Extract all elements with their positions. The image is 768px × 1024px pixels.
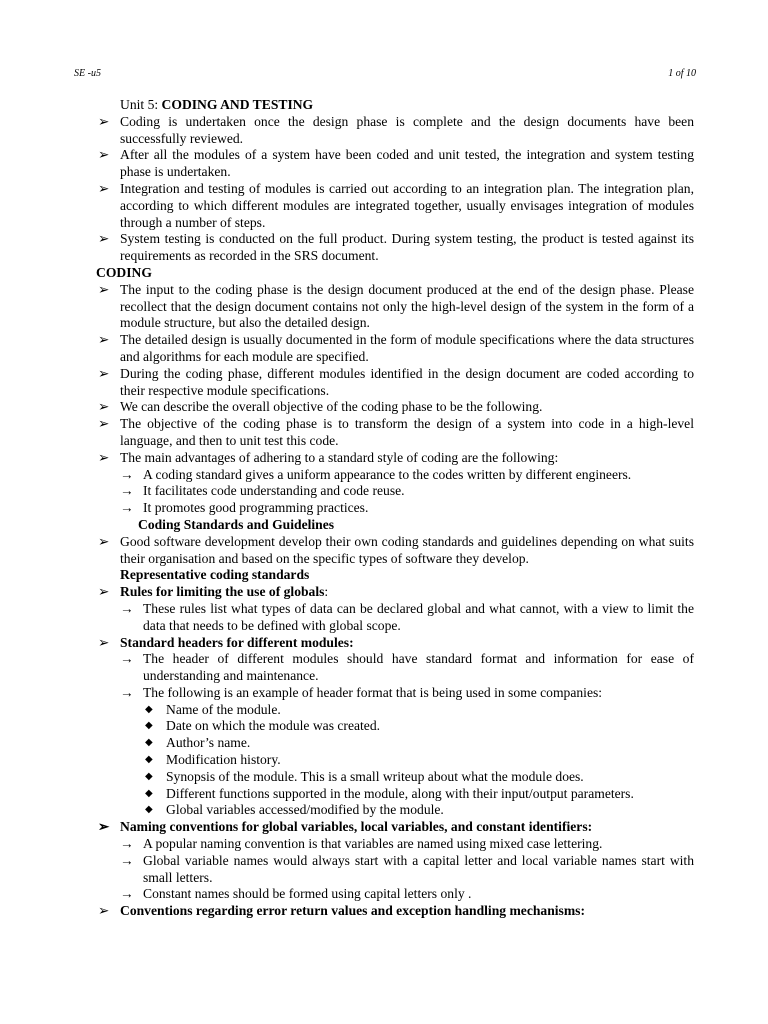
header-field-item: ◆ Different functions supported in the module, along with their input/output parameters. [145,785,634,801]
page-number: 1 of 10 [668,68,696,79]
diamond-bullet-icon: ◆ [145,804,153,816]
bullet-heading-error-conventions: ➢ Conventions regarding error return values and exception handling mechanisms: [98,903,585,919]
arrowhead-bullet-icon: ➢ [98,147,110,163]
arrowhead-bullet-icon: ➢ [98,399,110,415]
arrowhead-bullet-icon: ➢ [98,332,110,348]
arrowhead-bullet-icon: ➢ [98,533,110,549]
bullet-item: ➢ During the coding phase, different modules identified in the design document are coded according to their respective module specifications. [98,365,694,398]
sub-bullet-item: → It facilitates code understanding and code reuse. [120,483,405,499]
sub-bullet-item: → The header of different modules should have standard format and information for ease of understanding and maintenance. [120,651,694,684]
bullet-heading-naming: ➢ Naming conventions for global variables, local variables, and constant identifiers: [98,819,593,835]
arrowhead-bullet-icon: ➢ [98,231,110,247]
arrowhead-bullet-icon: ➢ [98,819,110,835]
header-field-item: ◆ Name of the module. [145,701,281,717]
bullet-heading-globals: ➢ Rules for limiting the use of globals: [98,584,329,600]
sub-bullet-item: → Constant names should be formed using capital letters only . [120,886,472,902]
bullet-item: ➢ The objective of the coding phase is to transform the design of a system into code in a high-level language, and then to unit test this code. [98,416,694,448]
page-header-left: SE -u5 [74,68,101,79]
diamond-bullet-icon: ◆ [145,703,153,715]
arrowhead-bullet-icon: ➢ [98,113,110,129]
arrow-right-icon: → [120,483,134,499]
arrow-right-icon: → [120,886,134,902]
arrow-right-icon: → [120,466,134,482]
arrow-right-icon: → [120,684,134,700]
bullet-heading-headers: ➢ Standard headers for different modules: [98,634,354,650]
bullet-item: ➢ Integration and testing of modules is carried out according to an integration plan. The integration plan, according to which different modules are integrated together, usually envisages integration of modules through a number of steps. [98,180,694,230]
sub-bullet-item: → These rules list what types of data can be declared global and what cannot, with a view to limit the data that needs to be defined with global scope. [120,600,694,633]
arrow-right-icon: → [120,600,134,616]
section-heading-coding: CODING [96,264,152,280]
diamond-bullet-icon: ◆ [145,787,153,799]
arrowhead-bullet-icon: ➢ [98,903,110,919]
arrowhead-bullet-icon: ➢ [98,365,110,381]
arrow-right-icon: → [120,836,134,852]
diamond-bullet-icon: ◆ [145,737,153,749]
header-field-item: ◆ Global variables accessed/modified by the module. [145,802,444,818]
sub-bullet-item: → A coding standard gives a uniform appearance to the codes written by different engineers. [120,466,632,482]
bullet-item: ➢ The main advantages of adhering to a standard style of coding are the following: [98,449,559,465]
arrowhead-bullet-icon: ➢ [98,584,110,600]
header-field-item: ◆ Date on which the module was created. [145,718,381,734]
section-heading-representative: Representative coding standards [120,567,310,583]
diamond-bullet-icon: ◆ [145,754,153,766]
arrowhead-bullet-icon: ➢ [98,180,110,196]
bullet-item: ➢ The detailed design is usually documented in the form of module specifications where the data structures and algorithms for each module are specified. [98,332,694,364]
arrow-right-icon: → [120,651,134,667]
diamond-bullet-icon: ◆ [145,770,153,782]
arrow-right-icon: → [120,852,134,868]
arrowhead-bullet-icon: ➢ [98,281,110,297]
header-field-item: ◆ Synopsis of the module. This is a small writeup about what the module does. [145,768,584,784]
arrowhead-bullet-icon: ➢ [98,416,110,432]
arrowhead-bullet-icon: ➢ [98,634,110,650]
section-heading-standards: Coding Standards and Guidelines [138,516,335,532]
bullet-item: ➢ Good software development develop their own coding standards and guidelines depending on what suits their organisation and based on the specific types of software they develop. [98,533,694,566]
bullet-item: ➢ System testing is conducted on the full product. During system testing, the product is tested against its requirements as recorded in the SRS document. [98,231,694,264]
bullet-item: ➢ After all the modules of a system have been coded and unit tested, the integration and system testing phase is undertaken. [98,147,694,180]
sub-bullet-item: → Global variable names would always start with a capital letter and local variable names start with small letters. [120,852,694,885]
diamond-bullet-icon: ◆ [145,720,153,732]
sub-bullet-item: → It promotes good programming practices. [120,500,369,516]
document-body [96,97,694,920]
bullet-item: ➢ We can describe the overall objective of the coding phase to be the following. [98,399,543,415]
bullet-item: ➢ The input to the coding phase is the design document produced at the end of the design phase. Please recollect that the design document contains not only the high-level design of the system in the form of a module structure, but also the detailed design. [98,281,694,331]
page-title: Unit 5: CODING AND TESTING [120,97,314,112]
arrow-right-icon: → [120,500,134,516]
sub-bullet-item: → A popular naming convention is that variables are named using mixed case lettering. [120,836,603,852]
header-field-item: ◆ Author’s name. [145,735,251,751]
header-field-item: ◆ Modification history. [145,752,281,768]
bullet-item: ➢ Coding is undertaken once the design phase is complete and the design documents have been successfully reviewed. [98,113,694,146]
arrowhead-bullet-icon: ➢ [98,449,110,465]
sub-bullet-item: → The following is an example of header format that is being used in some companies: [120,684,603,700]
